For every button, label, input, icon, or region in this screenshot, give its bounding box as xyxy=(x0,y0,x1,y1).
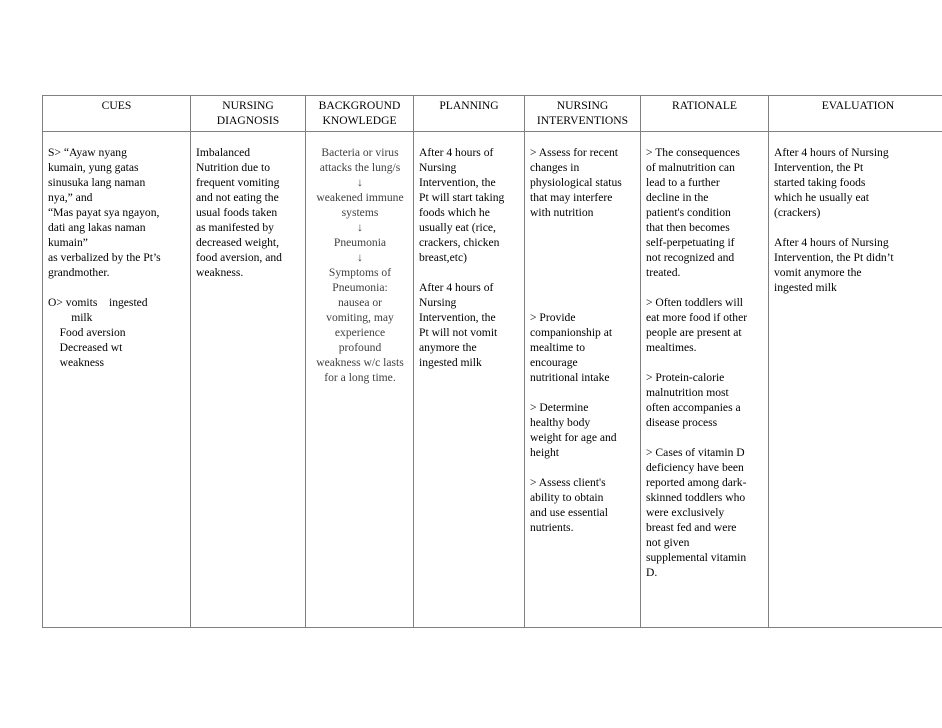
background-line: systems xyxy=(341,206,379,219)
evaluation-line xyxy=(774,220,942,235)
planning-line: foods which he xyxy=(419,206,490,219)
planning-line: After 4 hours of xyxy=(419,146,494,159)
rationale-line: that then becomes xyxy=(646,221,730,234)
rationale-line: of malnutrition can xyxy=(646,161,735,174)
rationale-line: > The consequences xyxy=(646,146,740,159)
cues-line: Food aversion xyxy=(48,326,126,339)
interventions-line: > Assess for recent xyxy=(530,146,618,159)
planning-line: Pt will not vomit xyxy=(419,326,498,339)
cues-line: grandmother. xyxy=(48,266,110,279)
background-line: nausea or xyxy=(337,296,383,309)
rationale-line: not recognized and xyxy=(646,251,735,264)
interventions-line: mealtime to xyxy=(530,341,586,354)
header-rationale: RATIONALE xyxy=(641,96,769,132)
rationale-line: supplemental vitamin xyxy=(646,551,747,564)
interventions-line: nutritional intake xyxy=(530,371,610,384)
diagnosis-line: Nutrition due to xyxy=(196,161,271,174)
cell-rationale xyxy=(641,132,769,628)
interventions-line: and use essential xyxy=(530,506,608,519)
rationale-line: treated. xyxy=(646,266,681,279)
planning-line: Nursing xyxy=(419,296,457,309)
interventions-line: healthy body xyxy=(530,416,591,429)
rationale-line: people are present at xyxy=(646,326,742,339)
cell-nursing-diagnosis xyxy=(191,132,306,628)
diagnosis-line: frequent vomiting xyxy=(196,176,280,189)
interventions-line: physiological status xyxy=(530,176,622,189)
cell-evaluation xyxy=(769,132,942,628)
interventions-line: height xyxy=(530,446,559,459)
interventions-line: > Provide xyxy=(530,311,576,324)
interventions-line xyxy=(530,280,636,295)
interventions-line xyxy=(530,250,636,265)
cell-nursing-interventions xyxy=(525,132,641,628)
rationale-line: deficiency have been xyxy=(646,461,744,474)
background-line: attacks the lung/s xyxy=(319,161,401,174)
evaluation-line: which he usually eat xyxy=(774,191,869,204)
cues-line: kumain, yung gatas xyxy=(48,161,139,174)
evaluation-line: started taking foods xyxy=(774,176,866,189)
interventions-line: > Assess client's xyxy=(530,476,606,489)
planning-line: Intervention, the xyxy=(419,311,496,324)
header-evaluation: EVALUATION xyxy=(769,96,942,132)
evaluation-line: Intervention, the Pt didn’t xyxy=(774,251,894,264)
evaluation-line: (crackers) xyxy=(774,206,821,219)
header-nursing-diagnosis: NURSING DIAGNOSIS xyxy=(191,96,306,132)
cues-line: Decreased wt xyxy=(48,341,123,354)
interventions-line: with nutrition xyxy=(530,206,594,219)
interventions-line: ability to obtain xyxy=(530,491,604,504)
background-line: experience xyxy=(334,326,386,339)
interventions-line: weight for age and xyxy=(530,431,617,444)
table-row xyxy=(43,132,942,628)
planning-line: After 4 hours of xyxy=(419,281,494,294)
background-line: Pneumonia xyxy=(333,236,387,249)
planning-line: usually eat (rice, xyxy=(419,221,496,234)
planning-line xyxy=(419,265,520,280)
planning-line: Nursing xyxy=(419,161,457,174)
cell-cues xyxy=(43,132,191,628)
rationale-line xyxy=(646,280,764,295)
background-line: weakness w/c lasts xyxy=(316,356,404,369)
planning-line: Pt will start taking xyxy=(419,191,505,204)
rationale-line: > Protein-calorie xyxy=(646,371,725,384)
interventions-line: encourage xyxy=(530,356,578,369)
diagnosis-line: and not eating the xyxy=(196,191,279,204)
planning-line: anymore the xyxy=(419,341,477,354)
evaluation-line: ingested milk xyxy=(774,281,837,294)
rationale-line: mealtimes. xyxy=(646,341,697,354)
planning-line: breast,etc) xyxy=(419,251,467,264)
planning-line: ingested milk xyxy=(419,356,482,369)
interventions-line xyxy=(530,460,636,475)
header-background-knowledge: BACKGROUND KNOWLEDGE xyxy=(306,96,414,132)
diagnosis-line: as manifested by xyxy=(196,221,274,234)
background-line: weakened immune xyxy=(316,191,404,204)
header-cues: CUES xyxy=(43,96,191,132)
background-line: Symptoms of xyxy=(328,266,392,279)
cues-line: sinusuka lang naman xyxy=(48,176,146,189)
cues-line: weakness xyxy=(48,356,105,369)
evaluation-line: After 4 hours of Nursing xyxy=(774,236,889,249)
header-nursing-interventions: NURSING INTERVENTIONS xyxy=(525,96,641,132)
cues-line: kumain” xyxy=(48,236,88,249)
background-line: vomiting, may xyxy=(326,311,394,324)
evaluation-line: vomit anymore the xyxy=(774,266,862,279)
cues-line: “Mas payat sya ngayon, xyxy=(48,206,160,219)
nursing-care-plan-table xyxy=(42,95,942,628)
diagnosis-line: decreased weight, xyxy=(196,236,280,249)
background-line: Bacteria or virus xyxy=(321,146,399,159)
cues-line: S> “Ayaw nyang xyxy=(48,146,127,159)
background-line: profound xyxy=(338,341,382,354)
rationale-line: breast fed and were xyxy=(646,521,737,534)
diagnosis-line: Imbalanced xyxy=(196,146,251,159)
evaluation-line: Intervention, the Pt xyxy=(774,161,864,174)
cell-background-knowledge xyxy=(306,132,414,628)
interventions-line: that may interfere xyxy=(530,191,613,204)
cues-line xyxy=(48,280,186,295)
planning-line: crackers, chicken xyxy=(419,236,500,249)
interventions-line: changes in xyxy=(530,161,580,174)
cues-line: dati ang lakas naman xyxy=(48,221,146,234)
rationale-line: > Often toddlers will xyxy=(646,296,744,309)
rationale-line: malnutrition most xyxy=(646,386,729,399)
background-line: ↓ xyxy=(357,221,363,234)
rationale-line: eat more food if other xyxy=(646,311,748,324)
rationale-line: disease process xyxy=(646,416,718,429)
rationale-line: lead to a further xyxy=(646,176,720,189)
rationale-line: patient's condition xyxy=(646,206,731,219)
interventions-line xyxy=(530,265,636,280)
rationale-line: were exclusively xyxy=(646,506,725,519)
cues-line: nya,” and xyxy=(48,191,93,204)
interventions-line xyxy=(530,385,636,400)
diagnosis-line: usual foods taken xyxy=(196,206,278,219)
cues-line: as verbalized by the Pt’s xyxy=(48,251,161,264)
background-line: Pneumonia: xyxy=(332,281,388,294)
rationale-line: skinned toddlers who xyxy=(646,491,746,504)
header-row xyxy=(43,96,942,132)
interventions-line xyxy=(530,220,636,235)
rationale-line: reported among dark- xyxy=(646,476,747,489)
interventions-line xyxy=(530,295,636,310)
rationale-line xyxy=(646,355,764,370)
rationale-line xyxy=(646,430,764,445)
rationale-line: not given xyxy=(646,536,690,549)
header-planning: PLANNING xyxy=(414,96,525,132)
interventions-line xyxy=(530,235,636,250)
planning-line: Intervention, the xyxy=(419,176,496,189)
cell-planning xyxy=(414,132,525,628)
interventions-line: nutrients. xyxy=(530,521,574,534)
evaluation-line: After 4 hours of Nursing xyxy=(774,146,889,159)
rationale-line: often accompanies a xyxy=(646,401,741,414)
cues-line: O> vomits ingested xyxy=(48,296,148,309)
rationale-line: decline in the xyxy=(646,191,709,204)
background-line: ↓ xyxy=(357,176,363,189)
rationale-line: D. xyxy=(646,566,658,579)
background-line: ↓ xyxy=(357,251,363,264)
interventions-line: companionship at xyxy=(530,326,613,339)
background-line: for a long time. xyxy=(324,371,396,384)
rationale-line: > Cases of vitamin D xyxy=(646,446,745,459)
cues-line: milk xyxy=(48,311,93,324)
diagnosis-line: weakness. xyxy=(196,266,244,279)
rationale-line: self-perpetuating if xyxy=(646,236,735,249)
diagnosis-line: food aversion, and xyxy=(196,251,282,264)
interventions-line: > Determine xyxy=(530,401,589,414)
